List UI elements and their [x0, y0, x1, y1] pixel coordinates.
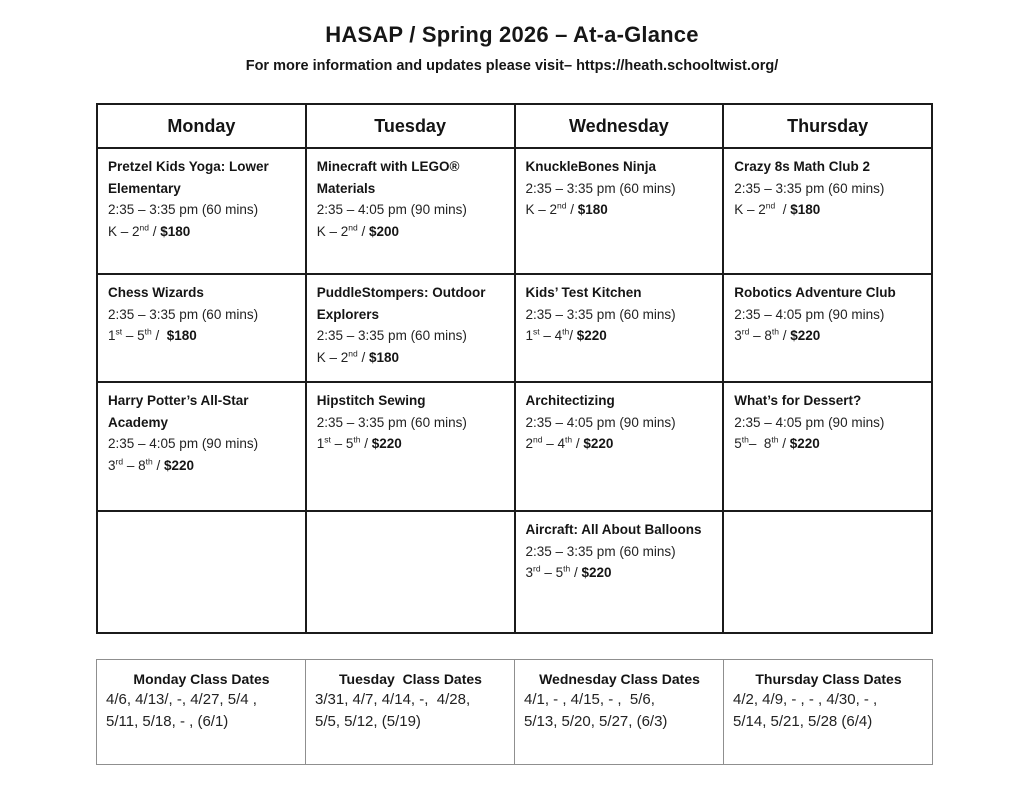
schedule-row-1	[97, 148, 932, 274]
grade-text: K – 2	[525, 202, 558, 217]
grade-text: – 5	[540, 565, 564, 580]
grade-text: /	[775, 202, 791, 217]
grade-ordinal: th	[741, 434, 749, 445]
class-cell-thursday-1	[723, 148, 932, 274]
schedule-row-4	[97, 511, 932, 633]
class-grade-price	[317, 221, 505, 243]
grade-text: /	[778, 328, 791, 343]
grade-text: /	[357, 349, 370, 365]
grade-text: – 4	[539, 328, 563, 343]
grade-text: – 8	[123, 457, 146, 473]
class-dates-row	[97, 660, 933, 765]
grade-text: 2	[525, 436, 534, 451]
dates-values-line2: 5/13, 5/20, 5/27, (6/3)	[524, 713, 668, 730]
class-cell-wednesday-3	[515, 382, 724, 511]
class-price: $220	[583, 436, 614, 451]
class-grade-price	[108, 221, 296, 243]
grade-ordinal: th	[353, 434, 361, 445]
class-cell-thursday-4-empty	[723, 511, 932, 633]
class-time: 2:35 – 3:35 pm (60 mins)	[525, 180, 676, 196]
dates-values-line2: 5/14, 5/21, 5/28 (6/4)	[733, 713, 873, 730]
dates-values-line1: 4/6, 4/13/, -, 4/27, 5/4 ,	[106, 691, 257, 708]
grade-ordinal: st	[324, 434, 331, 445]
class-cell-wednesday-1	[515, 148, 724, 274]
page-title: HASAP / Spring 2026 – At-a-Glance	[325, 22, 699, 47]
class-title: Crazy 8s Math Club 2	[734, 159, 871, 174]
class-price: $180	[577, 202, 608, 217]
class-price: $220	[371, 436, 402, 451]
class-cell-tuesday-3	[306, 382, 515, 511]
class-time: 2:35 – 3:35 pm (60 mins)	[316, 414, 467, 430]
grade-text: – 5	[330, 436, 354, 451]
class-cell-thursday-2	[723, 274, 932, 382]
grade-text: 3	[734, 328, 742, 343]
page-subtitle: For more information and updates please visit– https://heath.schooltwist.org/	[245, 58, 779, 74]
dates-header: Thursday Class Dates	[755, 671, 902, 687]
class-title: Kids’ Test Kitchen	[525, 285, 642, 300]
grade-ordinal: th	[565, 434, 573, 445]
class-title: Hipstitch Sewing	[316, 393, 426, 408]
class-time: 2:35 – 4:05 pm (90 mins)	[525, 414, 676, 430]
dates-values-line2: 5/11, 5/18, - , (6/1)	[106, 713, 229, 730]
dates-values-line1: 4/1, - , 4/15, - , 5/6,	[524, 691, 655, 708]
class-time: 2:35 – 4:05 pm (90 mins)	[108, 436, 259, 451]
grade-ordinal: th	[145, 456, 153, 466]
day-header-thursday: Thursday	[723, 104, 932, 148]
dates-cell-monday	[97, 660, 306, 765]
class-time: 2:35 – 3:35 pm (60 mins)	[525, 306, 676, 322]
dates-values-line1: 4/2, 4/9, - , - , 4/30, - ,	[733, 691, 878, 708]
schedule-row-2	[97, 274, 932, 382]
grade-ordinal: rd	[741, 326, 750, 337]
class-price: $220	[789, 436, 820, 451]
grade-text: /	[151, 328, 167, 343]
grade-text: K – 2	[734, 202, 766, 217]
grade-ordinal: nd	[765, 200, 776, 211]
class-cell-wednesday-4	[515, 511, 724, 633]
class-title: Aircraft: All About Balloons	[525, 522, 702, 537]
dates-header: Wednesday Class Dates	[539, 671, 700, 687]
grade-ordinal: th	[562, 326, 570, 337]
class-cell-tuesday-4-empty	[306, 511, 515, 633]
class-grade-price	[526, 325, 714, 347]
grade-text: – 8	[748, 436, 772, 451]
class-title: Harry Potter’s All-Star Academy	[108, 393, 252, 430]
grade-text: /	[357, 223, 370, 239]
class-grade-price	[108, 325, 296, 347]
grade-text: /	[570, 565, 582, 580]
dates-cell-tuesday	[306, 660, 515, 765]
grade-text: /	[152, 457, 164, 473]
grade-ordinal: st	[115, 326, 123, 337]
grade-ordinal: nd	[348, 222, 358, 232]
class-time: 2:35 – 3:35 pm (60 mins)	[734, 180, 885, 196]
day-header-wednesday: Wednesday	[515, 104, 724, 148]
grade-text: /	[360, 436, 372, 451]
class-time: 2:35 – 4:05 pm (90 mins)	[316, 202, 467, 217]
class-cell-monday-2	[97, 274, 306, 382]
class-time: 2:35 – 3:35 pm (60 mins)	[316, 328, 467, 343]
class-price: $180	[160, 223, 191, 239]
grade-text: 1	[525, 328, 534, 343]
grade-ordinal: nd	[557, 200, 567, 211]
class-grade-price	[526, 199, 714, 221]
class-price: $180	[166, 328, 197, 343]
class-title: What’s for Dessert?	[734, 393, 862, 408]
grade-ordinal: nd	[348, 348, 358, 358]
day-header-tuesday: Tuesday	[306, 104, 515, 148]
class-price: $220	[163, 457, 195, 473]
class-time: 2:35 – 4:05 pm (90 mins)	[734, 306, 885, 322]
class-grade-price	[317, 433, 505, 455]
class-title: Pretzel Kids Yoga: Lower Elementary	[108, 159, 273, 196]
grade-ordinal: nd	[533, 434, 543, 445]
grade-text: 3	[108, 457, 116, 473]
schedule-row-3	[97, 382, 932, 511]
grade-text: – 8	[749, 328, 772, 343]
grade-ordinal: th	[144, 326, 152, 337]
grade-ordinal: th	[771, 434, 779, 445]
grade-ordinal: th	[563, 563, 571, 574]
class-cell-monday-1	[97, 148, 306, 274]
class-grade-price	[734, 199, 922, 221]
class-dates-table	[96, 659, 933, 765]
class-time: 2:35 – 4:05 pm (90 mins)	[734, 414, 885, 430]
class-time: 2:35 – 3:35 pm (60 mins)	[108, 306, 259, 322]
class-price: $180	[790, 202, 821, 217]
class-cell-monday-4-empty	[97, 511, 306, 633]
class-cell-monday-3	[97, 382, 306, 511]
class-cell-tuesday-1	[306, 148, 515, 274]
dates-header: Monday Class Dates	[133, 671, 270, 687]
class-price: $220	[790, 328, 821, 343]
dates-values-line2: 5/5, 5/12, (5/19)	[315, 713, 421, 730]
grade-ordinal: nd	[139, 222, 149, 232]
grade-text: /	[149, 223, 161, 239]
class-title: Robotics Adventure Club	[734, 285, 896, 300]
grade-text: – 4	[542, 436, 566, 451]
grade-text: /	[569, 328, 577, 343]
grade-text: /	[778, 436, 790, 451]
schedule-header-row	[97, 104, 932, 148]
class-price: $220	[576, 328, 607, 343]
grade-ordinal: rd	[115, 456, 124, 466]
class-time: 2:35 – 3:35 pm (60 mins)	[525, 543, 676, 559]
grade-ordinal: th	[771, 326, 779, 337]
schedule-table	[96, 103, 933, 634]
grade-text: – 5	[122, 328, 145, 343]
class-title: Minecraft with LEGO® Materials	[316, 159, 464, 196]
dates-cell-wednesday	[515, 660, 724, 765]
grade-text: /	[566, 202, 578, 217]
dates-cell-thursday	[724, 660, 933, 765]
grade-text: 1	[108, 328, 116, 343]
class-time: 2:35 – 3:35 pm (60 mins)	[108, 202, 259, 217]
grade-text: K – 2	[108, 223, 140, 239]
class-grade-price	[108, 455, 296, 477]
class-grade-price	[734, 433, 922, 455]
class-cell-wednesday-2	[515, 274, 724, 382]
dates-header: Tuesday Class Dates	[339, 671, 482, 687]
class-title: Architectizing	[525, 393, 615, 408]
class-grade-price	[317, 347, 505, 369]
class-title: Chess Wizards	[108, 285, 204, 300]
grade-text: K – 2	[316, 223, 349, 239]
class-title: KnuckleBones Ninja	[525, 159, 657, 174]
class-price: $180	[369, 349, 400, 365]
grade-text: 3	[525, 565, 534, 580]
class-grade-price	[526, 433, 714, 455]
grade-text: 5	[734, 436, 742, 451]
class-title: PuddleStompers: Outdoor Explorers	[316, 285, 490, 322]
grade-text: K – 2	[316, 349, 349, 365]
class-grade-price	[734, 325, 922, 347]
grade-text: /	[572, 436, 584, 451]
day-header-monday: Monday	[97, 104, 306, 148]
class-price: $200	[369, 223, 400, 239]
dates-values-line1: 3/31, 4/7, 4/14, -, 4/28,	[315, 691, 471, 708]
grade-text: 1	[316, 436, 325, 451]
class-cell-thursday-3	[723, 382, 932, 511]
class-price: $220	[581, 565, 612, 580]
class-cell-tuesday-2	[306, 274, 515, 382]
grade-ordinal: rd	[533, 563, 541, 574]
grade-ordinal: st	[533, 326, 540, 337]
class-grade-price	[526, 562, 714, 584]
